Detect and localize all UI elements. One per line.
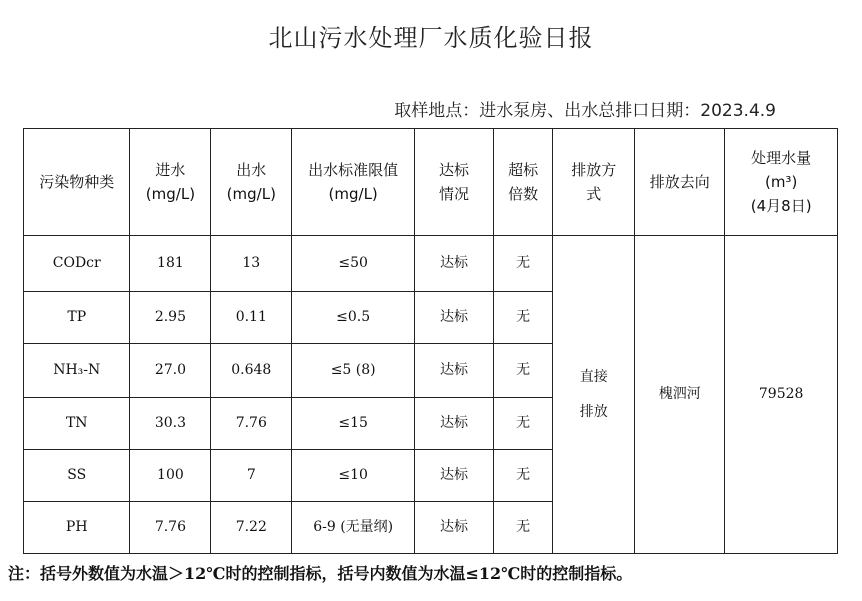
limit-value: ≤0.5 [292, 292, 415, 344]
status-value: 达标 [415, 450, 494, 502]
inlet-value: 181 [130, 236, 211, 292]
header-volume: 处理水量 (m³) (4月8日) [725, 129, 838, 236]
table-row [24, 236, 838, 292]
inlet-value: 27.0 [130, 344, 211, 398]
discharge-destination: 槐泗河 [635, 236, 725, 554]
inlet-value: 100 [130, 450, 211, 502]
header-inlet: 进水 (mg/L) [130, 129, 211, 236]
status-value: 达标 [415, 502, 494, 554]
limit-value: ≤5 (8) [292, 344, 415, 398]
treated-volume: 79528 [725, 236, 838, 554]
pollutant-name: CODcr [24, 236, 130, 292]
header-method: 排放方 式 [553, 129, 635, 236]
status-value: 达标 [415, 236, 494, 292]
pollutant-name: NH₃-N [24, 344, 130, 398]
header-exceed: 超标 倍数 [493, 129, 552, 236]
outlet-value: 7.22 [211, 502, 292, 554]
header-status: 达标 情况 [415, 129, 494, 236]
inlet-value: 7.76 [130, 502, 211, 554]
pollutant-name: TN [24, 398, 130, 450]
outlet-value: 7 [211, 450, 292, 502]
limit-value: 6-9 (无量纲) [292, 502, 415, 554]
exceed-value: 无 [493, 292, 552, 344]
sampling-info: 取样地点：进水泵房、出水总排口日期：2023.4.9 [394, 101, 776, 121]
header-outlet: 出水 (mg/L) [211, 129, 292, 236]
exceed-value: 无 [493, 236, 552, 292]
status-value: 达标 [415, 292, 494, 344]
header-limit: 出水标准限值 (mg/L) [292, 129, 415, 236]
exceed-value: 无 [493, 450, 552, 502]
footnote: 注：括号外数值为水温＞12℃时的控制指标，括号内数值为水温≤12℃时的控制指标。 [8, 564, 633, 583]
exceed-value: 无 [493, 502, 552, 554]
header-type: 污染物种类 [24, 129, 130, 236]
exceed-value: 无 [493, 398, 552, 450]
outlet-value: 7.76 [211, 398, 292, 450]
inlet-value: 2.95 [130, 292, 211, 344]
pollutant-name: TP [24, 292, 130, 344]
header-row [24, 129, 838, 236]
inlet-value: 30.3 [130, 398, 211, 450]
outlet-value: 0.11 [211, 292, 292, 344]
limit-value: ≤50 [292, 236, 415, 292]
water-quality-table [23, 128, 838, 554]
status-value: 达标 [415, 398, 494, 450]
outlet-value: 13 [211, 236, 292, 292]
limit-value: ≤10 [292, 450, 415, 502]
status-value: 达标 [415, 344, 494, 398]
discharge-method: 直接 排放 [553, 236, 635, 554]
exceed-value: 无 [493, 344, 552, 398]
outlet-value: 0.648 [211, 344, 292, 398]
pollutant-name: PH [24, 502, 130, 554]
header-destination: 排放去向 [635, 129, 725, 236]
limit-value: ≤15 [292, 398, 415, 450]
report-title: 北山污水处理厂水质化验日报 [268, 24, 594, 52]
pollutant-name: SS [24, 450, 130, 502]
